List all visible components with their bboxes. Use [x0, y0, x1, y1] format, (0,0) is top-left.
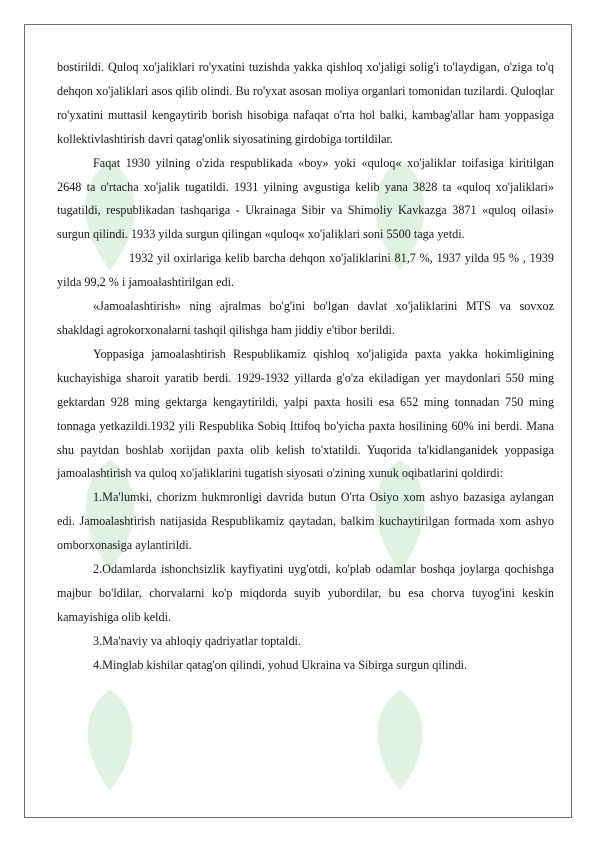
list-item: 3.Ma'naviy va ahloqiy qadriyatlar toptaldi. — [93, 633, 301, 648]
watermark-logo — [65, 685, 155, 795]
watermark-logo — [355, 685, 445, 795]
list-item: 4.Minglab kishilar qatag'on qilindi, yohud Ukraina va Sibirga surgun qilindi. — [93, 657, 468, 672]
paragraph: «Jamoalashtirish» ning ajralmas bo'g'ini bo'lgan davlat xo'jaliklarini MTS va sovxoz shakldagi agrokorxonalarni tashqil qilishga ham jiddiy e'tibor berildi. — [57, 299, 554, 337]
document-body — [57, 56, 554, 678]
paragraph: Yoppasiga jamoalashtirish Respublikamiz qishloq xo'jaligida paxta yakka hokimligining kuchayishiga sharoit yaratib berdi. 1929-1932 yillarda g'o'za ekiladigan yer maydonlari 550 ming gektardan 928 ming gektarga kengaytirildi, yalpi paxta hosili esa 652 ming tonnadan 750 ming tonnaga yetkazildi.1932 yili Respublika Sobiq Ittifoq bo'yicha paxta hosilining 60% ini berdi. Mana shu paytdan boshlab xorijdan paxta olib kelish to'xtatildi. Yuqorida ta'kidlanganidek yoppasiga jamoalashtirish va quloq xo'jaliklarini tugatish siyosati o'zining xunuk oqibatlarini qoldirdi: — [57, 346, 554, 481]
list-item: 1.Ma'lumki, chorizm hukmronligi davrida butun O'rta Osiyo xom ashyo bazasiga aylangan edi. Jamoalashtirish natijasida Respublikamiz qaytadan, balkim kuchaytirilgan formada xom ashyo omborxonasiga aylantirildi. — [57, 490, 554, 553]
leaf-logo-watermark-icon — [65, 685, 155, 795]
document-page — [24, 24, 572, 818]
leaf-logo-watermark-icon — [355, 685, 445, 795]
paragraph: bostirildi. Quloq xo'jaliklari ro'yxatini tuzishda yakka qishloq xo'jaligi solig'i to'laydigan, o'ziga to'q dehqon xo'jaliklari asos qilib olindi. Bu ro'yxat asosan moliya organlari tomonidan tuzilardi. Quloqlar ro'yxatini muttasil kengaytirib borish hisobiga nafaqat o'rta hol balki, kambag'allar ham yoppasiga kollektivlashtirish davri qatag'onlik siyosatining girdobiga tortildilar. — [57, 60, 554, 146]
paragraph: 1932 yil oxirlariga kelib barcha dehqon xo'jaliklarini 81,7 %, 1937 yilda 95 % , 1939 yilda 99,2 % i jamoalashtirilgan edi. — [57, 251, 554, 290]
paragraph: Faqat 1930 yilning o'zida respublikada «boy» yoki «quloq« xo'jaliklar toifasiga kiritilgan 2648 ta o'rtacha xo'jalik tugatildi. 1931 yilning avgustiga kelib yana 3828 ta «quloq xo'jaliklari» tugatildi, respublikadan tashqariga - Ukrainaga Sibir va Shimoliy Kavkazga 3871 «quloq oilasi» surgun qilindi. 1933 yilda surgun qilingan «quloq« xo'jaliklari soni 5500 taga yetdi. — [57, 155, 554, 242]
list-item: 2.Odamlarda ishonchsizlik kayfiyatini uyg'otdi, ko'plab odamlar boshqa joylarga qochishga majbur bo'ldilar, chorvalarni ko'p miqdorda suyib yubordilar, bu esa chorva tuyog'ini keskin kamayishiga olib keldi. — [57, 562, 554, 624]
